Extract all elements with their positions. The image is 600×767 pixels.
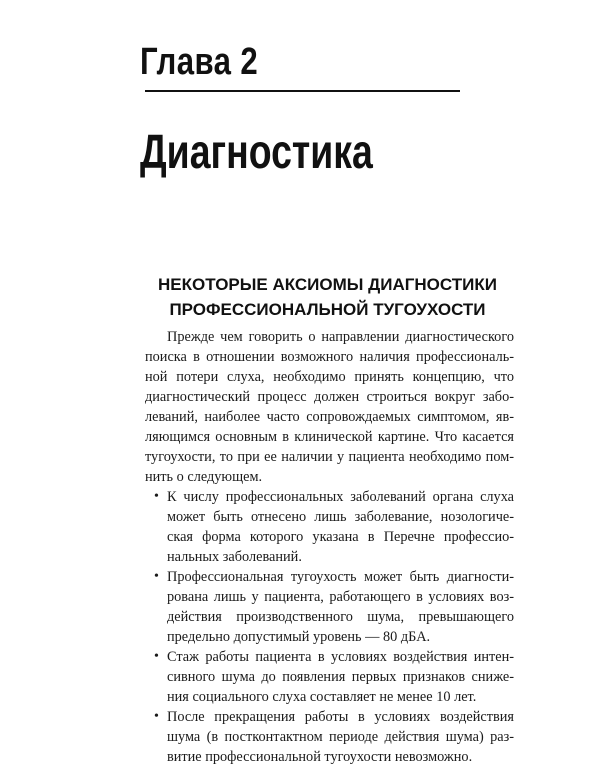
intro-paragraph xyxy=(145,327,514,487)
chapter-divider xyxy=(145,90,460,92)
list-item xyxy=(145,487,514,567)
list-item xyxy=(145,647,514,707)
bullet-line: может быть отнесено лишь заболевание, нозологиче- xyxy=(167,509,514,525)
bullet-line xyxy=(145,647,514,667)
chapter-label: Глава 2 xyxy=(140,41,259,83)
bullet-icon: • xyxy=(154,569,159,584)
bullet-line: предельно допустимый уровень — 80 дБА. xyxy=(167,629,431,645)
bullet-line: шума (в постконтактном периоде действия шума) раз- xyxy=(167,729,514,745)
paragraph-line: поиска в отношении возможного наличия профессиональ- xyxy=(145,349,514,365)
bullet-line: действия производственного шума, превышающего xyxy=(167,609,514,625)
paragraph-line: леваний, наиболее часто сопровождаемых симптомом, яв- xyxy=(145,409,514,425)
chapter-title: Диагностика xyxy=(140,126,373,179)
paragraph-line: тугоухости, то при ее наличии у пациента необходимо пом- xyxy=(145,449,514,465)
bullet-line: ская форма которого указана в Перечне профессио- xyxy=(167,529,514,545)
bullet-line: нальных заболеваний. xyxy=(167,549,302,565)
section-heading-line: ПРОФЕССИОНАЛЬНОЙ ТУГОУХОСТИ xyxy=(169,300,486,319)
bullet-list xyxy=(145,487,514,767)
bullet-text: К числу профессиональных заболеваний органа слуха xyxy=(167,489,514,505)
bullet-line: ния социального слуха составляет не менее 10 лет. xyxy=(167,689,477,705)
paragraph-line: Прежде чем говорить о направлении диагностического xyxy=(167,329,514,345)
bullet-line xyxy=(145,567,514,587)
bullet-line: витие профессиональной тугоухости невозможно. xyxy=(167,749,473,765)
bullet-line xyxy=(145,487,514,507)
section-heading-line: НЕКОТОРЫЕ АКСИОМЫ ДИАГНОСТИКИ xyxy=(158,275,497,294)
bullet-text: Стаж работы пациента в условиях воздействия интен- xyxy=(167,649,514,665)
paragraph-line: диагностический процесс должен строиться вокруг забо- xyxy=(145,389,514,405)
bullet-icon: • xyxy=(154,709,159,724)
section-heading xyxy=(140,272,515,322)
list-item xyxy=(145,707,514,767)
bullet-icon: • xyxy=(154,489,159,504)
bullet-text: После прекращения работы в условиях воздействия xyxy=(167,709,514,725)
list-item xyxy=(145,567,514,647)
bullet-line: рована лишь у пациента, работающего в условиях воз- xyxy=(167,589,514,605)
paragraph-line: нить о следующем. xyxy=(145,469,263,485)
bullet-line xyxy=(145,707,514,727)
bullet-line: сивного шума до появления первых признаков сниже- xyxy=(167,669,514,685)
body-text xyxy=(145,327,514,767)
bullet-text: Профессиональная тугоухость может быть диагности- xyxy=(167,569,514,585)
paragraph-line: ной потери слуха, необходимо принять концепцию, что xyxy=(145,369,514,385)
paragraph-line: ляющимся основным в клинической картине. Что касается xyxy=(145,429,514,445)
bullet-icon: • xyxy=(154,649,159,664)
